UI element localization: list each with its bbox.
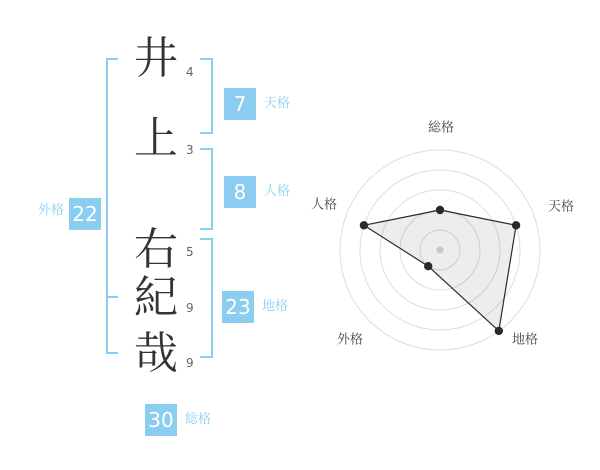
tenkaku-bracket-line [211,58,213,134]
stroke-count: 9 [186,356,194,370]
radar-axis-label-jinkaku: 人格 [310,197,338,213]
soukaku-value-box: 30 [145,404,177,436]
jinkaku-bracket-line [211,148,213,230]
tenkaku-label: 天格 [264,96,291,111]
stroke-count: 9 [186,301,194,315]
gaikaku-label: 外格 [37,203,64,218]
radar-chart-area [300,110,590,360]
radar-point [436,206,444,214]
radar-point [360,221,368,229]
radar-axis-label-chikaku: 地格 [511,332,539,348]
soukaku-label: 総格 [185,412,212,427]
chikaku-bracket-tick [200,238,212,240]
stroke-count: 5 [186,245,194,259]
name-character: 井 [134,33,178,84]
name-character: 上 [134,113,178,164]
radar-axis-label-tenkaku: 天格 [547,199,575,215]
stroke-count: 3 [186,143,194,157]
radar-point [495,327,503,335]
gaikaku-bracket-tick [106,296,118,298]
radar-axis-label-gaikaku: 外格 [336,332,364,348]
jinkaku-value-box: 8 [224,176,256,208]
name-character: 右 [134,224,178,275]
gaikaku-bracket-tick [106,58,118,60]
tenkaku-bracket-tick [200,132,212,134]
radar-chart [300,110,590,360]
radar-point [424,262,432,270]
radar-center-dot [436,246,443,253]
name-character: 紀 [134,272,178,323]
chikaku-label: 地格 [262,299,289,314]
name-character: 哉 [134,328,178,379]
gaikaku-bracket-line [106,58,108,354]
tenkaku-value-box: 7 [224,88,256,120]
gaikaku-bracket-tick [106,352,118,354]
chikaku-bracket-tick [200,356,212,358]
chikaku-value-box: 23 [222,291,254,323]
jinkaku-bracket-tick [200,148,212,150]
jinkaku-label: 人格 [264,184,291,199]
radar-polygon [364,210,516,331]
jinkaku-bracket-tick [200,228,212,230]
chikaku-bracket-line [211,238,213,358]
radar-point [512,221,520,229]
tenkaku-bracket-tick [200,58,212,60]
radar-axis-label-soukaku: 総格 [427,120,455,136]
gaikaku-value-box: 22 [69,198,101,230]
stroke-count: 4 [186,65,194,79]
